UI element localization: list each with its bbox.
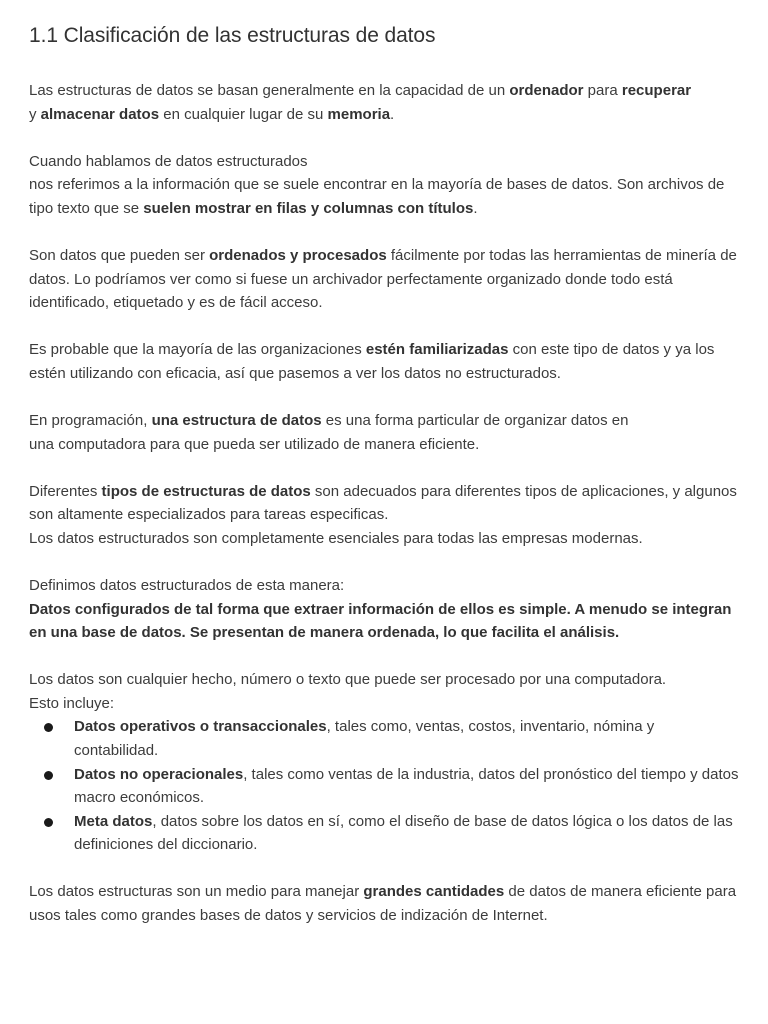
text: Cuando hablamos de datos estructurados bbox=[29, 152, 308, 170]
bold-text: Meta datos bbox=[74, 812, 153, 830]
list-item bbox=[29, 810, 740, 857]
bold-text: ordenador bbox=[509, 82, 584, 99]
text: Los datos estructuras son un medio para manejar bbox=[29, 883, 364, 901]
paragraph-programming bbox=[29, 409, 740, 456]
text: Definimos datos estructurados de esta manera: bbox=[29, 576, 345, 594]
text: y bbox=[29, 105, 41, 123]
bold-text: recuperar bbox=[621, 82, 692, 99]
paragraph-types bbox=[29, 480, 740, 551]
paragraph-processing bbox=[29, 244, 740, 315]
bold-text: estén familiarizadas bbox=[365, 341, 509, 359]
text: Son datos que pueden ser bbox=[29, 246, 210, 264]
bold-text: suelen mostrar en filas y columnas con títulos bbox=[143, 199, 474, 217]
text: en cualquier lugar de su bbox=[159, 105, 328, 123]
text: , tales como ventas de la industria, datos del pronóstico del tiempo y datos macro económicos. bbox=[74, 765, 739, 807]
list-item bbox=[29, 715, 740, 762]
bold-text: almacenar datos bbox=[40, 105, 160, 123]
bold-text: una estructura de datos bbox=[151, 411, 322, 429]
text: Las estructuras de datos se basan generalmente en la capacidad de un bbox=[29, 82, 510, 99]
bold-text: memoria bbox=[327, 105, 391, 123]
bullet-icon bbox=[44, 771, 53, 780]
text: , tales como, ventas, costos, inventario, nómina y contabilidad. bbox=[74, 718, 655, 759]
text: es una forma particular de organizar datos en bbox=[321, 411, 629, 429]
paragraph-intro bbox=[29, 79, 740, 126]
data-types-list bbox=[29, 715, 740, 857]
bold-text: Datos operativos o transaccionales bbox=[74, 718, 327, 736]
list-item bbox=[29, 763, 740, 810]
text: nos referimos a la información que se suele encontrar en la mayoría de bases de datos. Son archivos de tipo texto que se bbox=[29, 176, 725, 217]
text: de datos de manera eficiente para usos tales como grandes bases de datos y servicios de indización de Internet. bbox=[29, 883, 737, 925]
paragraph-large-data bbox=[29, 880, 740, 927]
text: una computadora para que pueda ser utilizado de manera eficiente. bbox=[29, 435, 480, 453]
text: . bbox=[390, 105, 395, 123]
text: son adecuados para diferentes tipos de aplicaciones, y algunos son altamente especializados para tareas especificas. bbox=[29, 482, 737, 524]
text: , datos sobre los datos en sí, como el diseño de base de datos lógica o los datos de las definiciones del diccionario. bbox=[74, 812, 733, 854]
text: Los datos son cualquier hecho, número o texto que puede ser procesado por una computadora. bbox=[29, 671, 667, 689]
text: Es probable que la mayoría de las organizaciones bbox=[29, 341, 366, 359]
text: para bbox=[583, 82, 622, 99]
bold-text: ordenados y procesados bbox=[209, 246, 387, 264]
bold-text: Datos configurados de tal forma que extraer información de ellos es simple. A menudo se integran en una base de datos. Se presentan de manera ordenada, lo que facilita el análisis. bbox=[29, 600, 732, 642]
paragraph-data-includes bbox=[29, 668, 740, 715]
bold-text: Datos no operacionales bbox=[74, 765, 244, 783]
text: . bbox=[473, 199, 478, 217]
text: fácilmente por todas las herramientas de minería de datos. Lo podríamos ver como si fuese un archivador perfectamente organizado donde todo está identificado, etiquetado y es de fácil acceso. bbox=[29, 246, 737, 312]
text: Diferentes bbox=[29, 482, 102, 500]
paragraph-structured-data bbox=[29, 150, 740, 221]
page-title: 1.1 Clasificación de las estructuras de datos bbox=[29, 24, 436, 47]
text: Los datos estructurados son completamente esenciales para todas las empresas modernas. bbox=[29, 529, 643, 547]
bold-text: tipos de estructuras de datos bbox=[101, 482, 311, 500]
text: Esto incluye: bbox=[29, 694, 115, 712]
bullet-icon bbox=[44, 723, 53, 732]
paragraph-organizations bbox=[29, 338, 740, 385]
bold-text: grandes cantidades bbox=[363, 883, 505, 901]
text: En programación, bbox=[29, 411, 152, 429]
text: con este tipo de datos y ya los estén utilizando con eficacia, así que pasemos a ver los datos no estructurados. bbox=[29, 341, 715, 382]
paragraph-definition bbox=[29, 574, 740, 645]
bullet-icon bbox=[44, 818, 53, 827]
